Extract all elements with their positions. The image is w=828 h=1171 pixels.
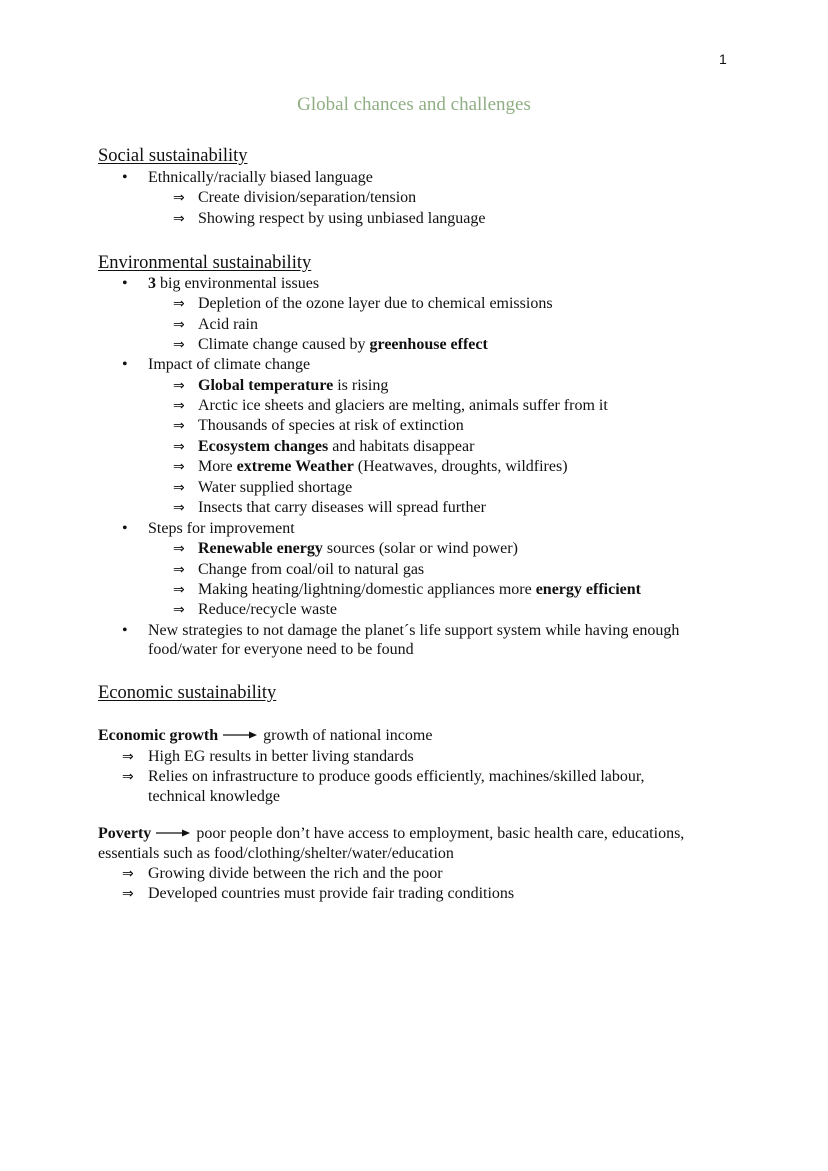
bullet-icon: • <box>122 169 128 186</box>
list-item <box>198 335 488 355</box>
list-item <box>198 580 641 600</box>
text: Insects that carry diseases will spread further <box>198 499 486 516</box>
double-arrow-icon: ⇒ <box>173 582 185 598</box>
text: Environmental sustainability <box>98 253 312 273</box>
list-item <box>198 315 258 335</box>
bold-text: Renewable energy <box>198 540 323 557</box>
long-arrow-icon <box>223 726 257 746</box>
bullet-icon: • <box>122 622 128 639</box>
text: poor people don’t have access to employment, basic health care, educations, <box>196 825 685 842</box>
text: Water supplied shortage <box>198 479 353 496</box>
text: Depletion of the ozone layer due to chemical emissions <box>198 295 553 312</box>
double-arrow-icon: ⇒ <box>173 398 185 414</box>
list-item <box>198 294 553 314</box>
text: Social sustainability <box>98 146 248 166</box>
text: Acid rain <box>198 316 258 333</box>
section-heading <box>98 253 311 273</box>
text: growth of national income <box>263 727 433 744</box>
text: Showing respect by using unbiased language <box>198 210 486 227</box>
bold-text: Global temperature <box>198 377 334 394</box>
list-item <box>148 767 645 787</box>
list-item <box>148 864 443 884</box>
bold-text: greenhouse effect <box>369 336 488 353</box>
double-arrow-icon: ⇒ <box>173 296 185 312</box>
list-item <box>198 560 424 580</box>
text: New strategies to not damage the planet´s life support system while having enough <box>148 622 680 639</box>
text: Making heating/lightning/domestic appliances more <box>198 581 536 598</box>
list-item <box>148 884 514 904</box>
double-arrow-icon: ⇒ <box>122 749 134 765</box>
text: Developed countries must provide fair trading conditions <box>148 885 515 902</box>
list-item <box>198 539 518 559</box>
text: Growing divide between the rich and the poor <box>148 865 443 882</box>
text: Ethnically/racially biased language <box>148 169 373 186</box>
bullet-icon: • <box>122 275 128 292</box>
text: High EG results in better living standards <box>148 748 414 765</box>
bullet-icon: • <box>122 356 128 373</box>
double-arrow-icon: ⇒ <box>173 337 185 353</box>
double-arrow-icon: ⇒ <box>173 317 185 333</box>
text: Impact of climate change <box>148 356 311 373</box>
text: Economic sustainability <box>98 683 277 703</box>
text: essentials such as food/clothing/shelter/water/education <box>98 845 454 862</box>
double-arrow-icon: ⇒ <box>173 418 185 434</box>
bold-text: extreme Weather <box>236 458 354 475</box>
list-item <box>198 209 486 229</box>
text: big environmental issues <box>156 275 320 292</box>
text: food/water for everyone need to be found <box>148 641 414 658</box>
text: sources (solar or wind power) <box>322 540 518 557</box>
double-arrow-icon: ⇒ <box>173 378 185 394</box>
list-item <box>148 621 679 641</box>
list-item <box>148 355 310 375</box>
text: (Heatwaves, droughts, wildfires) <box>353 458 568 475</box>
double-arrow-icon: ⇒ <box>122 769 134 785</box>
list-item <box>198 396 608 416</box>
bold-text: Economic growth <box>98 727 219 744</box>
list-item <box>198 376 388 396</box>
double-arrow-icon: ⇒ <box>173 562 185 578</box>
bold-text: energy efficient <box>535 581 641 598</box>
bold-text: Poverty <box>98 825 152 842</box>
text: Climate change caused by <box>198 336 370 353</box>
section-heading <box>98 146 248 166</box>
text: Change from coal/oil to natural gas <box>198 561 425 578</box>
bullet-icon: • <box>122 520 128 537</box>
list-item <box>198 457 568 477</box>
list-item <box>98 824 684 844</box>
list-item <box>198 188 416 208</box>
list-item <box>148 519 295 539</box>
double-arrow-icon: ⇒ <box>173 602 185 618</box>
document-title: Global chances and challenges <box>297 94 531 115</box>
double-arrow-icon: ⇒ <box>173 459 185 475</box>
double-arrow-icon: ⇒ <box>173 541 185 557</box>
text: Arctic ice sheets and glaciers are melting, animals suffer from it <box>198 397 608 414</box>
list-item <box>148 747 414 767</box>
list-item <box>148 640 414 660</box>
double-arrow-icon: ⇒ <box>173 439 185 455</box>
double-arrow-icon: ⇒ <box>122 866 134 882</box>
long-arrow-icon <box>156 824 190 844</box>
list-item <box>148 787 280 807</box>
double-arrow-icon: ⇒ <box>173 480 185 496</box>
list-item <box>98 726 432 746</box>
text: Thousands of species at risk of extinction <box>198 417 464 434</box>
section-heading <box>98 683 276 703</box>
text: More <box>198 458 237 475</box>
page-number: 1 <box>719 51 727 67</box>
list-item <box>98 844 454 864</box>
list-item <box>198 478 352 498</box>
list-item <box>198 498 486 518</box>
text: and habitats disappear <box>328 438 475 455</box>
list-item <box>148 274 319 294</box>
double-arrow-icon: ⇒ <box>122 886 134 902</box>
text: is rising <box>333 377 389 394</box>
list-item <box>148 168 373 188</box>
bold-text: Ecosystem changes <box>198 438 329 455</box>
text: Steps for improvement <box>148 520 295 537</box>
text: technical knowledge <box>148 788 280 805</box>
list-item <box>198 437 474 457</box>
double-arrow-icon: ⇒ <box>173 500 185 516</box>
double-arrow-icon: ⇒ <box>173 211 185 227</box>
list-item <box>198 416 464 436</box>
bold-text: 3 <box>148 275 156 292</box>
double-arrow-icon: ⇒ <box>173 190 185 206</box>
list-item <box>198 600 337 620</box>
text: Reduce/recycle waste <box>198 601 338 618</box>
text: Create division/separation/tension <box>198 189 417 206</box>
text: Relies on infrastructure to produce goods efficiently, machines/skilled labour, <box>148 768 645 785</box>
